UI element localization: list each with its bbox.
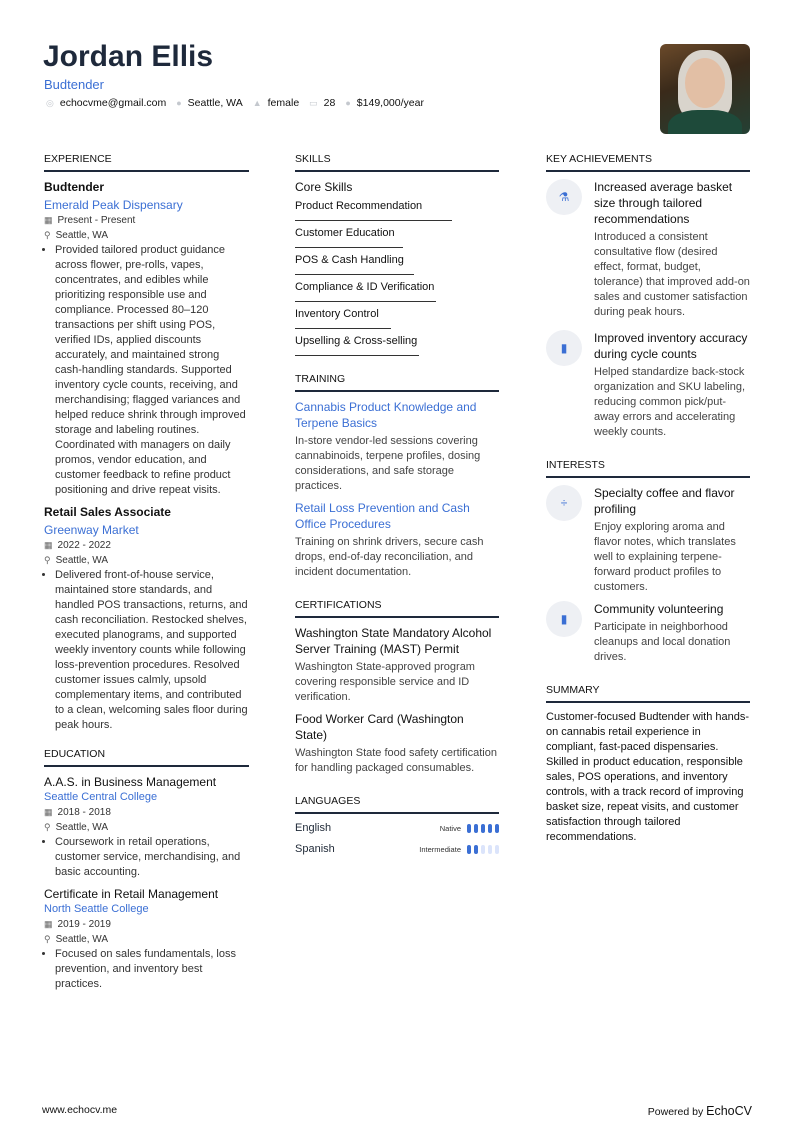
flask-icon: ⚗ xyxy=(546,179,582,215)
location-icon: ⚲ xyxy=(44,934,51,944)
interests-heading: INTERESTS xyxy=(546,458,750,478)
candidate-name: Jordan Ellis xyxy=(43,40,214,73)
languages-heading: LANGUAGES xyxy=(295,794,499,814)
location: Seattle, WA xyxy=(55,555,109,566)
calendar-icon: ▦ xyxy=(44,540,53,550)
interest-title: Specialty coffee and flavor profiling xyxy=(594,486,735,516)
person-icon: ▲ xyxy=(252,98,262,108)
proficiency-dot-filled xyxy=(474,824,478,833)
language-row xyxy=(295,821,499,836)
language-level: Intermediate xyxy=(419,845,461,854)
training-title[interactable]: Retail Loss Prevention and Cash Office Procedures xyxy=(295,501,470,531)
experience-item xyxy=(44,504,249,733)
degree: A.A.S. in Business Management xyxy=(44,775,217,789)
divide-icon: ÷ xyxy=(546,485,582,521)
bullet: • Delivered front-of-house service, maintained store standards, and handled POS transactions, returns, and cash reconciliation. Restocked shelves, executed planograms, and supported weekly inventory counts while following loss-prevention procedures. Resolved customer issues calmly, upsold complementary items, and contributed to a clean, welcoming sales floor during peak hours. xyxy=(55,568,249,733)
proficiency-dot-empty xyxy=(495,845,499,854)
website-link[interactable]: www.echocv.me xyxy=(42,1104,118,1116)
school[interactable]: North Seattle College xyxy=(44,903,149,915)
skills-heading: SKILLS xyxy=(295,152,499,172)
proficiency-dot-empty xyxy=(481,845,485,854)
interest-title: Community volunteering xyxy=(594,602,724,616)
location-icon: ⚲ xyxy=(44,822,51,832)
age: 28 xyxy=(323,97,336,109)
skill: Upselling & Cross-selling xyxy=(295,331,419,356)
proficiency-dot-filled xyxy=(495,824,499,833)
job-title: Retail Sales Associate xyxy=(44,505,171,519)
candidate-title: Budtender xyxy=(44,77,104,92)
skill: Customer Education xyxy=(295,223,403,248)
experience-item xyxy=(44,179,249,498)
certification-desc: Washington State-approved program covering responsible service and ID verification. xyxy=(295,661,475,703)
job-title: Budtender xyxy=(44,180,104,194)
salary-icon: ● xyxy=(345,98,351,108)
training-item xyxy=(295,500,499,580)
powered-label: Powered by xyxy=(647,1106,704,1118)
certification-item xyxy=(295,625,499,705)
achievement-title: Increased average basket size through tailored recommendations xyxy=(594,180,733,226)
bullet: • Focused on sales fundamentals, loss prevention, and inventory best practices. xyxy=(55,947,249,992)
degree: Certificate in Retail Management xyxy=(44,887,219,901)
achievement-item xyxy=(546,179,750,320)
company[interactable]: Emerald Peak Dispensary xyxy=(44,198,183,212)
document-icon: ▮ xyxy=(546,330,582,366)
skill: Compliance & ID Verification xyxy=(295,277,436,302)
language-name: Spanish xyxy=(295,843,335,855)
location-icon: ⚲ xyxy=(44,230,51,240)
dates: 2019 - 2019 xyxy=(57,919,111,930)
proficiency-dots xyxy=(467,824,499,833)
calendar-icon: ▦ xyxy=(44,807,53,817)
company[interactable]: Greenway Market xyxy=(44,523,139,537)
interest-desc: Participate in neighborhood cleanups and local donation drives. xyxy=(594,621,731,663)
certifications-heading: CERTIFICATIONS xyxy=(295,598,499,618)
location-icon: ● xyxy=(176,98,182,108)
proficiency-dot-filled xyxy=(474,845,478,854)
gender: female xyxy=(267,97,300,109)
calendar-icon: ▭ xyxy=(309,98,318,108)
education-item xyxy=(44,886,249,992)
certification-desc: Washington State food safety certification for handling packaged consumables. xyxy=(295,747,497,774)
dates: 2018 - 2018 xyxy=(57,807,111,818)
achievement-desc: Helped standardize back-stock organization and SKU labeling, reducing common pick/put-away errors and accelerating weekly counts. xyxy=(594,366,746,438)
training-heading: TRAINING xyxy=(295,372,499,392)
skill: Product Recommendation xyxy=(295,196,452,221)
school[interactable]: Seattle Central College xyxy=(44,791,158,803)
summary-heading: SUMMARY xyxy=(546,683,750,703)
summary-text: Customer-focused Budtender with hands-on cannabis retail experience in compliant, fast-paced dispensaries. Skilled in product education, responsible sales, POS operations, and inventory controls, with a track record of improving basket size, repeat visits, and customer satisfaction through tailored recommendations. xyxy=(546,711,749,843)
achievements-heading: KEY ACHIEVEMENTS xyxy=(546,152,750,172)
location: Seattle, WA xyxy=(55,934,109,945)
proficiency-dot-filled xyxy=(467,845,471,854)
powered-by[interactable] xyxy=(648,1104,752,1118)
calendar-icon: ▦ xyxy=(44,919,53,929)
location: Seattle, WA xyxy=(55,230,109,241)
proficiency-dot-filled xyxy=(488,824,492,833)
training-desc: In-store vendor-led sessions covering cannabinoids, terpene profiles, dosing considerations, and safe storage practices. xyxy=(295,435,481,492)
experience-heading: EXPERIENCE xyxy=(44,152,249,172)
skills-group: Core Skills xyxy=(295,180,353,194)
language-name: English xyxy=(295,822,332,834)
dates: Present - Present xyxy=(57,215,136,226)
skill: POS & Cash Handling xyxy=(295,250,414,275)
interest-desc: Enjoy exploring aroma and flavor notes, which translates well to explaining terpene-forward product profiles to customers. xyxy=(594,521,736,593)
training-title[interactable]: Cannabis Product Knowledge and Terpene Basics xyxy=(295,400,477,430)
bullet: • Coursework in retail operations, customer service, merchandising, and basic accounting. xyxy=(55,835,249,880)
middle-column xyxy=(295,152,499,863)
document-icon: ▮ xyxy=(546,601,582,637)
proficiency-dot-filled xyxy=(481,824,485,833)
proficiency-dot-filled xyxy=(467,824,471,833)
achievement-title: Improved inventory accuracy during cycle counts xyxy=(594,331,748,361)
email[interactable]: echocvme@gmail.com xyxy=(59,97,167,109)
email-icon: ◎ xyxy=(46,98,54,108)
skill: Inventory Control xyxy=(295,304,391,329)
interest-item xyxy=(546,485,750,595)
salary: $149,000/year xyxy=(356,97,424,109)
certification-title: Food Worker Card (Washington State) xyxy=(295,712,464,742)
proficiency-dots xyxy=(467,845,499,854)
language-row xyxy=(295,842,499,857)
location-icon: ⚲ xyxy=(44,555,51,565)
dates: 2022 - 2022 xyxy=(57,540,111,551)
location: Seattle, WA xyxy=(55,822,109,833)
right-column xyxy=(546,152,750,845)
bullet: • Provided tailored product guidance across flower, pre-rolls, vapes, concentrates, and edibles while prioritizing responsible use and compliance. Processed 80–120 transactions per shift using POS, verified IDs, applied discounts accurately, and maintained strong cash-handling standards. Supported inventory cycle counts, receiving, and merchandising; flagged variances and helped reduce shrink through improved storage and labeling routines. Coordinated with managers on daily promos, vendor education, and customer feedback to refine product positioning and drive repeat visits. xyxy=(55,243,249,498)
achievement-desc: Introduced a consistent consultative flow (desired effect, format, budget, tolerance) that improved add-on sales and customer satisfaction during peak hours. xyxy=(594,231,750,318)
brand-name: EchoCV xyxy=(706,1104,752,1118)
education-item xyxy=(44,774,249,880)
achievement-item xyxy=(546,330,750,440)
training-item xyxy=(295,399,499,494)
left-column xyxy=(44,152,249,992)
language-level: Native xyxy=(439,824,461,833)
certification-title: Washington State Mandatory Alcohol Server Training (MAST) Permit xyxy=(295,626,492,656)
education-heading: EDUCATION xyxy=(44,747,249,767)
location: Seattle, WA xyxy=(187,97,243,109)
skills-list xyxy=(295,196,499,358)
training-desc: Training on shrink drivers, secure cash drops, end-of-day reconciliation, and incident documentation. xyxy=(295,536,484,578)
certification-item xyxy=(295,711,499,776)
calendar-icon: ▦ xyxy=(44,215,53,225)
profile-photo xyxy=(660,44,750,134)
proficiency-dot-empty xyxy=(488,845,492,854)
contact-info xyxy=(46,97,424,109)
interest-item xyxy=(546,601,750,665)
